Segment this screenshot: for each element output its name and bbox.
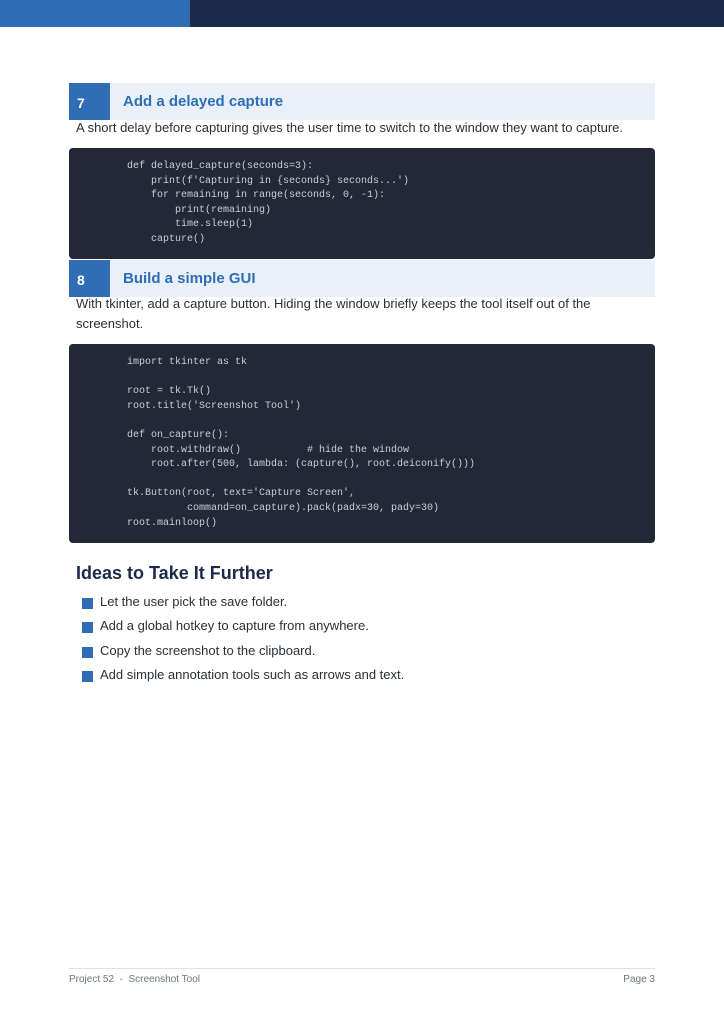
idea-text: Add simple annotation tools such as arrows and text. xyxy=(100,666,405,682)
step-8-code-block xyxy=(69,344,655,543)
footer-page-number: Page 3 xyxy=(623,974,655,985)
footer-divider xyxy=(69,968,655,969)
square-bullet-icon xyxy=(82,647,93,658)
top-banner-accent xyxy=(0,0,190,27)
step-title: Build a simple GUI xyxy=(123,270,256,287)
step-7-description: A short delay before capturing gives the user time to switch to the window they want to capture. xyxy=(76,120,624,135)
ideas-list xyxy=(82,592,642,689)
list-item xyxy=(82,641,642,665)
idea-text: Add a global hotkey to capture from anywhere. xyxy=(100,618,369,634)
idea-text: Let the user pick the save folder. xyxy=(100,594,288,609)
list-item xyxy=(82,592,642,616)
list-item xyxy=(82,616,642,640)
top-banner xyxy=(0,0,724,27)
square-bullet-icon xyxy=(82,622,93,633)
step-7-code-block xyxy=(69,148,655,259)
step-7-header xyxy=(69,83,655,120)
code-text: import tkinter as tk root = tk.Tk() root.title('Screenshot Tool') def on_capture(): root.withdraw() # hide the window root.after(500, lambda: (capture(), root.deiconify())) tk.Button(root, text='Capture Screen', command=on_capture).pack(padx=30, pady=30) root.mainloop() xyxy=(127,357,476,529)
step-number: 7 xyxy=(69,83,110,120)
list-item xyxy=(82,665,642,689)
ideas-heading: Ideas to Take It Further xyxy=(76,563,273,583)
square-bullet-icon xyxy=(82,671,93,682)
step-8-description: With tkinter, add a capture button. Hiding the window briefly keeps the tool itself out of the screenshot. xyxy=(76,296,591,331)
step-title: Add a delayed capture xyxy=(123,93,284,110)
step-8-header xyxy=(69,260,655,297)
square-bullet-icon xyxy=(82,598,93,609)
footer-project-label: Project 52 - Screenshot Tool xyxy=(69,974,200,985)
code-text: def delayed_capture(seconds=3): print(f'Capturing in {seconds} seconds...') for remaining in range(seconds, 0, -1): print(remaining) time.sleep(1) capture() xyxy=(127,161,410,245)
step-number: 8 xyxy=(69,260,110,297)
idea-text: Copy the screenshot to the clipboard. xyxy=(100,642,316,658)
